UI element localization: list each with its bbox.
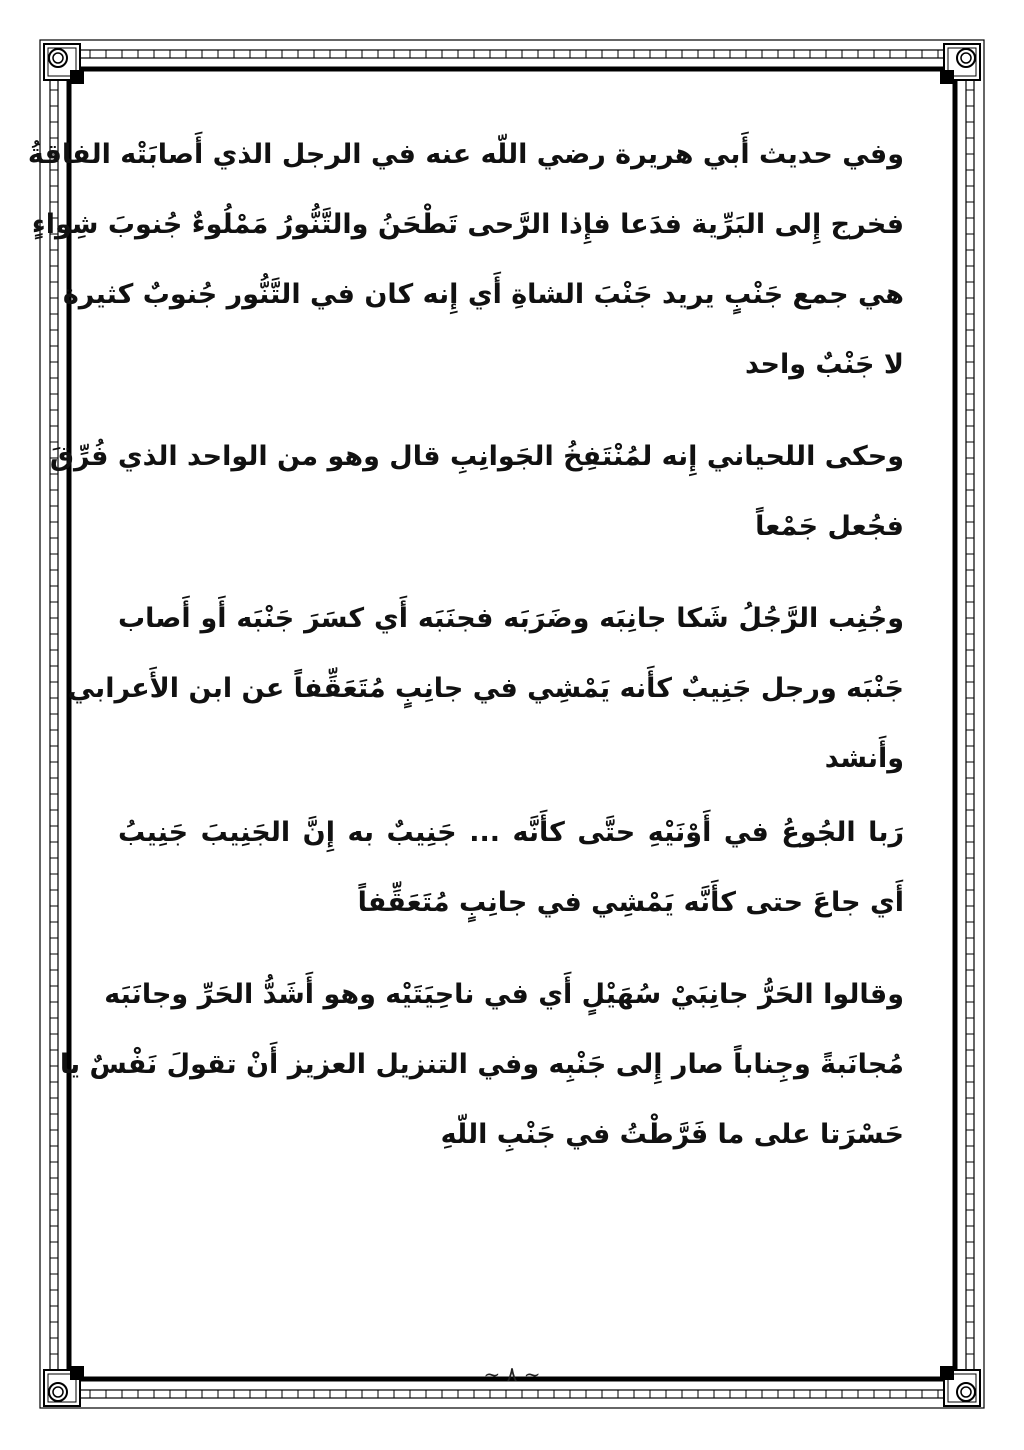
paragraph-3: [67, 584, 904, 794]
text-line: لا جَنْبٌ واحد: [744, 349, 904, 380]
text-line: رَبا الجُوعُ في أَوْنَيْهِ حتَّى كأَنَّه ... جَنِيبٌ به إِنَّ الجَنِيبَ جَنِيبُ: [118, 817, 904, 848]
text-line: فجُعل جَمْعاً: [755, 511, 904, 542]
corner-ornament-top-right: [940, 44, 980, 84]
paragraph-1: [27, 120, 904, 400]
text-line: وجُنِب الرَّجُلُ شَكا جانِبَه وضَرَبَه فجنَبَه أَي كسَرَ جَنْبَه أَو أَصاب: [118, 603, 904, 634]
text-line: وفي حديث أَبي هريرة رضي اللّه عنه في الرجل الذي أَصابَتْه الفاقةُ: [27, 139, 904, 170]
text-line: وحكى اللحياني إِنه لمُنْتَفِخُ الجَوانِبِ قال وهو من الواحد الذي فُرِّقَ: [49, 441, 904, 472]
text-line: حَسْرَتا على ما فَرَّطْتُ في جَنْبِ اللّهِ: [440, 1119, 904, 1150]
page-body: [27, 120, 904, 1170]
text-line: فخرج إِلى البَرِّية فدَعا فإِذا الرَّحى تَطْحَنُ والتَّنُّورُ مَمْلُوءٌ جُنوبَ شِواءٍ: [31, 209, 904, 240]
paragraph-5: [59, 960, 904, 1170]
paragraph-2: [49, 422, 904, 562]
text-line: مُجانَبةً وجِناباً صار إِلى جَنْبِه وفي التنزيل العزيز أَنْ تقولَ نَفْسٌ يا: [59, 1049, 904, 1080]
page-number: ~ ٨ ~: [483, 1362, 541, 1386]
text-line: هي جمع جَنْبٍ يريد جَنْبَ الشاةِ أَي إِنه كان في التَّنُّور جُنوبٌ كثيرة: [62, 279, 904, 310]
poetry-verse: [118, 798, 904, 938]
text-line: أَي جاعَ حتى كأَنَّه يَمْشِي في جانِبٍ مُتَعَقِّفاً: [357, 887, 904, 918]
corner-ornament-top-left: [44, 44, 84, 84]
text-line: جَنْبَه ورجل جَنِيبٌ كأَنه يَمْشِي في جانِبٍ مُتَعَقِّفاً عن ابن الأَعرابي: [67, 673, 904, 704]
text-line: وأَنشد: [824, 743, 904, 774]
text-line: وقالوا الحَرُّ جانِبَيْ سُهَيْلٍ أَي في ناحِيَتَيْه وهو أَشَدُّ الحَرِّ وجانَبَه: [104, 979, 904, 1010]
